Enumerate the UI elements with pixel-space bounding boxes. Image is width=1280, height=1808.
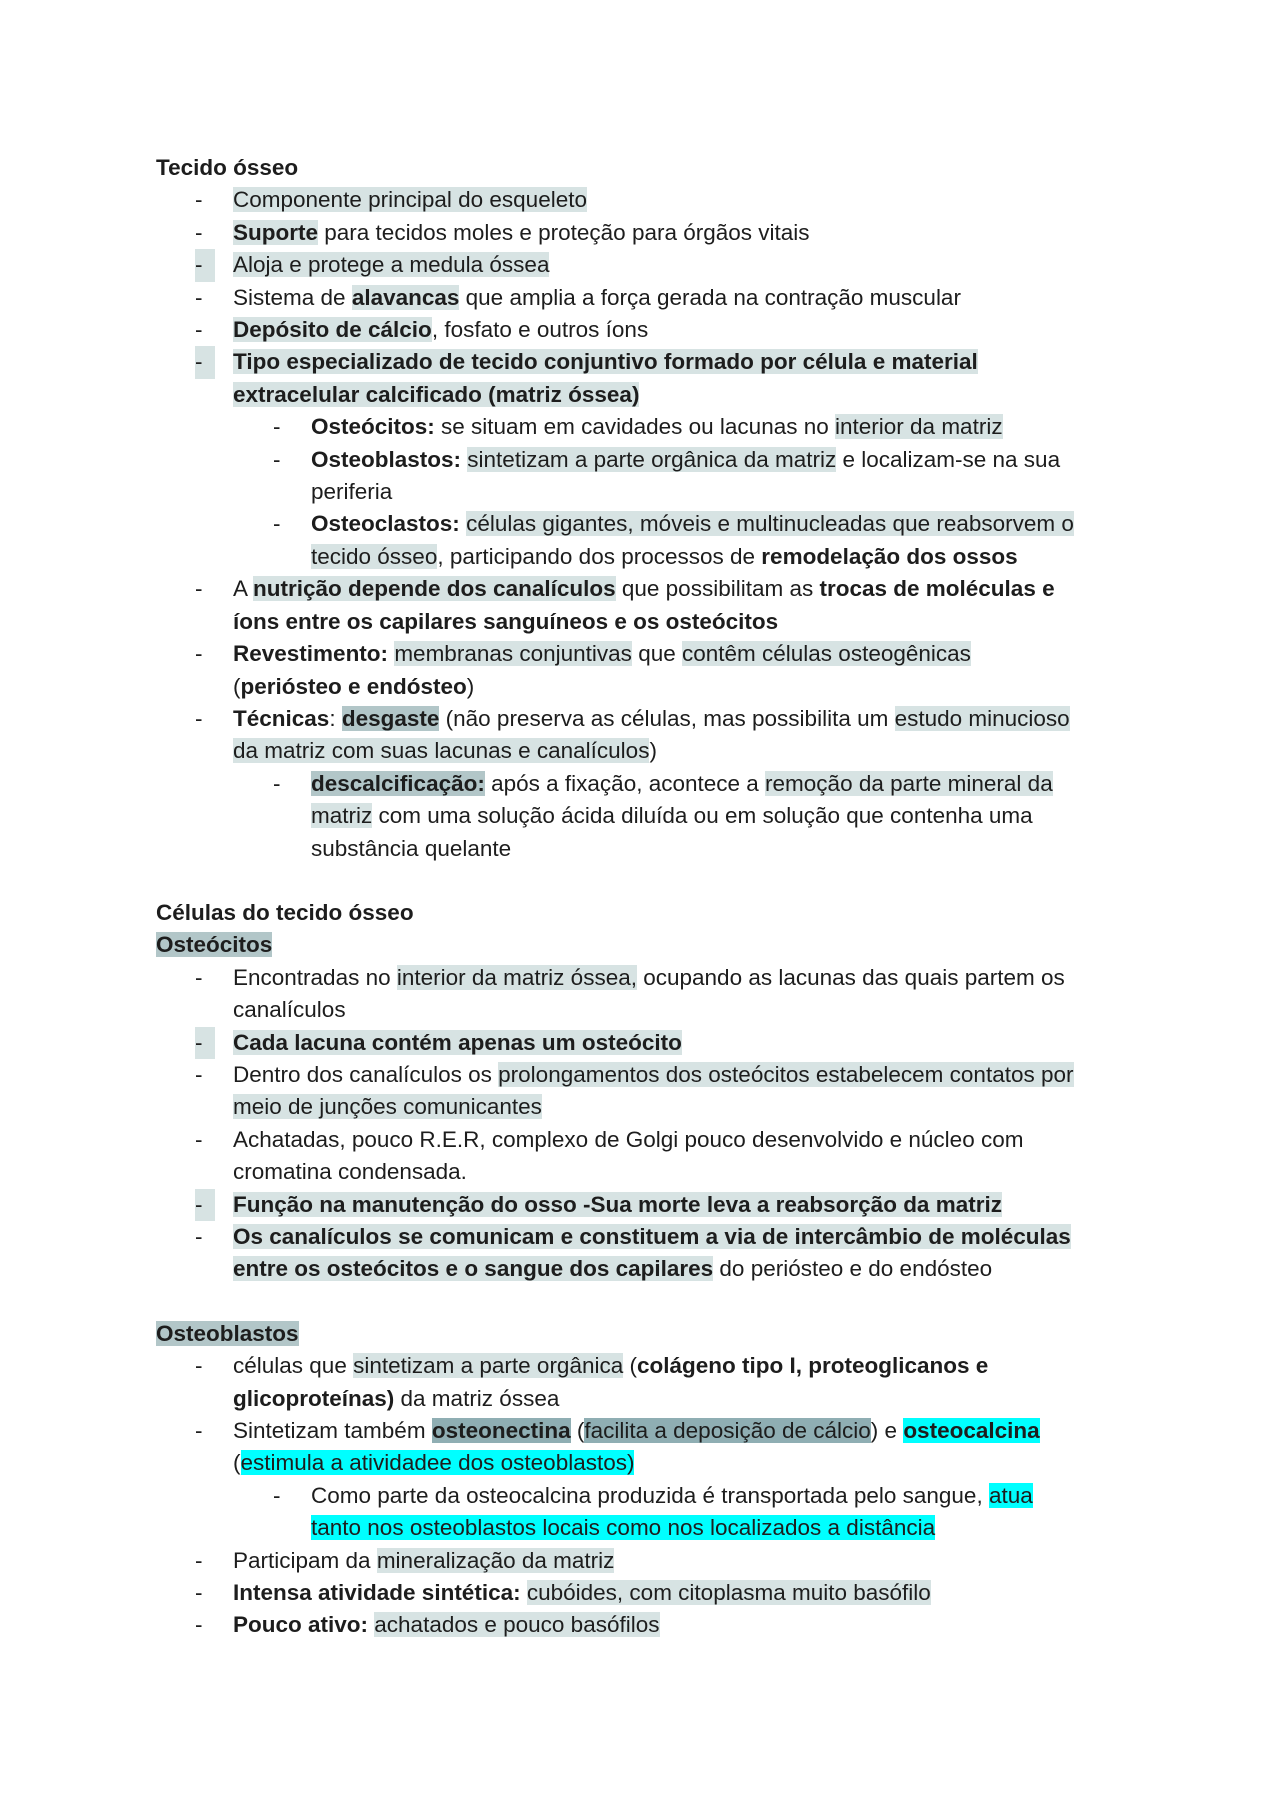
document-page [156,152,1136,1642]
bullet-dash: - [195,1580,203,1606]
bullet-dash: - [195,1189,215,1221]
bullet-dash: - [195,576,203,602]
bullet-dash: - [195,317,203,343]
section-title-tecido-osseo: Tecido ósseo [156,155,299,180]
list-item: - Revestimento: membranas conjuntivas que contêm células osteogênicas (periósteo e endósteo) [156,638,1136,703]
bullet-dash: - [195,284,203,310]
list-subitem: - Osteoclastos: células gigantes, móveis e multinucleadas que reabsorvem o tecido ósseo, participando dos processos de remodelação dos ossos [156,508,1136,573]
subsection-title-osteoblastos: Osteoblastos [156,1320,299,1346]
bullet-dash: - [195,346,215,378]
bullet-dash: - [195,641,203,667]
subsection-title-osteocitos: Osteócitos [156,932,273,958]
bullet-dash: - [273,511,281,537]
list-item: - Componente principal do esqueleto [156,184,1136,216]
bullet-dash: - [195,1547,203,1573]
list-subitem: - Osteócitos: se situam em cavidades ou lacunas no interior da matriz [156,411,1136,443]
bullet-dash: - [273,770,281,796]
list-item: - Tipo especializado de tecido conjuntivo formado por célula e material extracelular calcificado (matriz óssea) [156,346,1136,411]
bullet-dash: - [195,705,203,731]
list-item: - Cada lacuna contém apenas um osteócito [156,1027,1136,1059]
bullet-dash: - [195,219,203,245]
list-item: - Os canalículos se comunicam e constituem a via de intercâmbio de moléculas entre os osteócitos e o sangue dos capilares do periósteo e do endósteo [156,1221,1136,1286]
bullet-dash: - [195,1353,203,1379]
bullet-dash: - [273,1482,281,1508]
bullet-dash: - [195,1612,203,1638]
list-item: - Sintetizam também osteonectina (facilita a deposição de cálcio) e osteocalcina (estimula a atividadee dos osteoblastos) [156,1415,1136,1480]
list-item: - Pouco ativo: achatados e pouco basófilos [156,1609,1136,1641]
list-item: - Dentro dos canalículos os prolongamentos dos osteócitos estabelecem contatos por meio de junções comunicantes [156,1059,1136,1124]
bullet-dash: - [195,1027,215,1059]
bullet-dash: - [195,1224,203,1249]
list-item: - Participam da mineralização da matriz [156,1545,1136,1577]
list-subitem: - descalcificação: após a fixação, acontece a remoção da parte mineral da matriz com uma solução ácida diluída ou em solução que contenha uma substância quelante [156,768,1136,865]
list-item: - Suporte para tecidos moles e proteção para órgãos vitais [156,217,1136,249]
list-subitem: - Como parte da osteocalcina produzida é transportada pelo sangue, atua tanto nos osteoblastos locais como nos localizados a distância [156,1480,1136,1545]
list-item: - Aloja e protege a medula óssea [156,249,1136,281]
list-item: - A nutrição depende dos canalículos que possibilitam as trocas de moléculas e íons entre os capilares sanguíneos e os osteócitos [156,573,1136,638]
list-subitem: - Osteoblastos: sintetizam a parte orgânica da matriz e localizam-se na sua periferia [156,444,1136,509]
bullet-dash: - [195,1126,203,1152]
list-item: - Depósito de cálcio, fosfato e outros íons [156,314,1136,346]
bullet-dash: - [195,1418,203,1444]
list-item: - Intensa atividade sintética: cubóides, com citoplasma muito basófilo [156,1577,1136,1609]
bullet-dash: - [273,446,281,472]
bullet-dash: - [195,1061,203,1087]
bullet-dash: - [195,964,203,990]
list-item: - Achatadas, pouco R.E.R, complexo de Golgi pouco desenvolvido e núcleo com cromatina condensada. [156,1124,1136,1189]
bullet-dash: - [273,414,281,440]
list-item: - Função na manutenção do osso -Sua morte leva a reabsorção da matriz [156,1189,1136,1221]
list-item: - células que sintetizam a parte orgânica (colágeno tipo I, proteoglicanos e glicoproteínas) da matriz óssea [156,1350,1136,1415]
bullet-dash: - [195,187,203,213]
section-title-celulas: Células do tecido ósseo [156,899,414,925]
bullet-dash: - [195,249,215,281]
list-item: - Sistema de alavancas que amplia a força gerada na contração muscular [156,282,1136,314]
list-item: - Técnicas: desgaste (não preserva as células, mas possibilita um estudo minucioso da matriz com suas lacunas e canalículos) [156,703,1136,768]
list-item: - Encontradas no interior da matriz óssea, ocupando as lacunas das quais partem os canalículos [156,962,1136,1027]
